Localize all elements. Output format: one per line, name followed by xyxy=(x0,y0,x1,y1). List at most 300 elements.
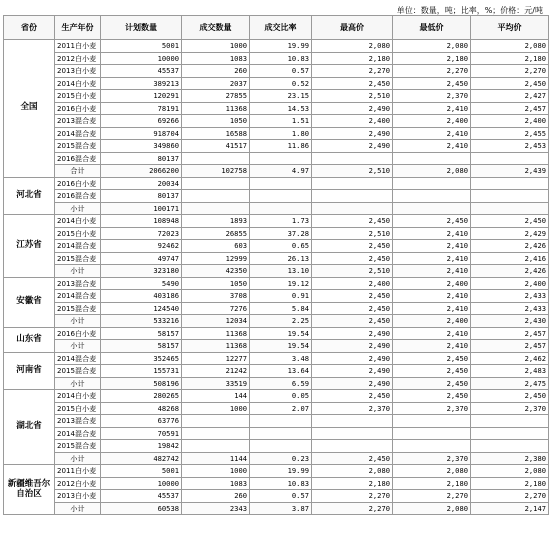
deal-cell: 33519 xyxy=(182,377,250,390)
high-cell: 2,080 xyxy=(312,40,393,53)
plan-cell: 389213 xyxy=(101,77,182,90)
ratio-cell: 3.87 xyxy=(250,502,312,515)
table-row xyxy=(4,252,549,265)
subtotal-label-cell: 小计 xyxy=(55,452,101,465)
table-row xyxy=(4,140,549,153)
deal-cell: 12277 xyxy=(182,352,250,365)
ratio-cell: 3.48 xyxy=(250,352,312,365)
avg-cell xyxy=(471,202,549,215)
ratio-cell: 1.51 xyxy=(250,115,312,128)
ratio-cell: 0.57 xyxy=(250,65,312,78)
ratio-cell: 10.83 xyxy=(250,52,312,65)
table-row xyxy=(4,352,549,365)
ratio-cell xyxy=(250,427,312,440)
plan-cell: 5490 xyxy=(101,277,182,290)
plan-cell: 10000 xyxy=(101,52,182,65)
deal-cell: 16588 xyxy=(182,127,250,140)
province-cell: 河北省 xyxy=(4,177,55,215)
high-cell: 2,490 xyxy=(312,352,393,365)
plan-cell: 403186 xyxy=(101,290,182,303)
subtotal-row xyxy=(4,265,549,278)
table-row xyxy=(4,40,549,53)
avg-cell: 2,370 xyxy=(471,402,549,415)
table-row xyxy=(4,277,549,290)
header-cell-year: 生产年份 xyxy=(55,16,101,40)
high-cell: 2,510 xyxy=(312,265,393,278)
deal-cell: 260 xyxy=(182,65,250,78)
year-cell: 2014混合麦 xyxy=(55,240,101,253)
avg-cell: 2,180 xyxy=(471,52,549,65)
avg-cell: 2,453 xyxy=(471,140,549,153)
low-cell: 2,410 xyxy=(393,252,471,265)
ratio-cell: 0.65 xyxy=(250,240,312,253)
avg-cell: 2,430 xyxy=(471,315,549,328)
plan-cell: 63776 xyxy=(101,415,182,428)
deal-cell: 11368 xyxy=(182,327,250,340)
subtotal-row xyxy=(4,502,549,515)
ratio-cell xyxy=(250,202,312,215)
low-cell: 2,410 xyxy=(393,227,471,240)
wheat-auction-table xyxy=(3,15,549,515)
subtotal-row xyxy=(4,377,549,390)
table-row xyxy=(4,440,549,453)
subtotal-row xyxy=(4,165,549,178)
low-cell: 2,080 xyxy=(393,165,471,178)
plan-cell: 72023 xyxy=(101,227,182,240)
low-cell: 2,370 xyxy=(393,452,471,465)
subtotal-label-cell: 小计 xyxy=(55,502,101,515)
avg-cell: 2,380 xyxy=(471,452,549,465)
header-cell-low: 最低价 xyxy=(393,16,471,40)
province-cell: 新疆维吾尔自治区 xyxy=(4,465,55,515)
low-cell xyxy=(393,427,471,440)
avg-cell xyxy=(471,440,549,453)
header-row xyxy=(4,16,549,40)
ratio-cell: 0.05 xyxy=(250,390,312,403)
high-cell: 2,450 xyxy=(312,252,393,265)
table-row xyxy=(4,490,549,503)
deal-cell xyxy=(182,440,250,453)
low-cell: 2,080 xyxy=(393,465,471,478)
subtotal-label-cell: 合计 xyxy=(55,165,101,178)
high-cell: 2,450 xyxy=(312,290,393,303)
ratio-cell xyxy=(250,152,312,165)
low-cell: 2,400 xyxy=(393,315,471,328)
high-cell: 2,370 xyxy=(312,402,393,415)
deal-cell: 41517 xyxy=(182,140,250,153)
subtotal-row xyxy=(4,315,549,328)
low-cell: 2,410 xyxy=(393,102,471,115)
deal-cell: 1000 xyxy=(182,402,250,415)
plan-cell: 19842 xyxy=(101,440,182,453)
high-cell xyxy=(312,202,393,215)
table-body xyxy=(4,40,549,515)
low-cell: 2,410 xyxy=(393,140,471,153)
year-cell: 2014白小麦 xyxy=(55,390,101,403)
avg-cell: 2,455 xyxy=(471,127,549,140)
high-cell xyxy=(312,415,393,428)
high-cell xyxy=(312,427,393,440)
deal-cell: 12034 xyxy=(182,315,250,328)
ratio-cell: 19.54 xyxy=(250,327,312,340)
header-cell-province: 省份 xyxy=(4,16,55,40)
table-row xyxy=(4,290,549,303)
high-cell: 2,450 xyxy=(312,390,393,403)
avg-cell: 2,427 xyxy=(471,90,549,103)
high-cell xyxy=(312,177,393,190)
table-row xyxy=(4,215,549,228)
plan-cell: 100171 xyxy=(101,202,182,215)
low-cell: 2,080 xyxy=(393,502,471,515)
deal-cell: 27855 xyxy=(182,90,250,103)
header-cell-ratio: 成交比率 xyxy=(250,16,312,40)
low-cell: 2,080 xyxy=(393,40,471,53)
low-cell xyxy=(393,190,471,203)
plan-cell: 352465 xyxy=(101,352,182,365)
year-cell: 2014白小麦 xyxy=(55,77,101,90)
year-cell: 2013混合麦 xyxy=(55,115,101,128)
header-cell-avg: 平均价 xyxy=(471,16,549,40)
plan-cell: 80137 xyxy=(101,190,182,203)
avg-cell: 2,416 xyxy=(471,252,549,265)
low-cell xyxy=(393,152,471,165)
avg-cell: 2,180 xyxy=(471,477,549,490)
subtotal-label-cell: 小计 xyxy=(55,265,101,278)
table-row xyxy=(4,177,549,190)
year-cell: 2015混合麦 xyxy=(55,365,101,378)
ratio-cell: 2.07 xyxy=(250,402,312,415)
deal-cell: 42350 xyxy=(182,265,250,278)
year-cell: 2014混合麦 xyxy=(55,427,101,440)
province-cell: 江苏省 xyxy=(4,215,55,278)
low-cell: 2,410 xyxy=(393,302,471,315)
high-cell: 2,490 xyxy=(312,327,393,340)
avg-cell: 2,457 xyxy=(471,327,549,340)
table-row xyxy=(4,427,549,440)
avg-cell xyxy=(471,190,549,203)
plan-cell: 349860 xyxy=(101,140,182,153)
subtotal-row xyxy=(4,340,549,353)
year-cell: 2016白小麦 xyxy=(55,327,101,340)
table-row xyxy=(4,190,549,203)
ratio-cell: 14.53 xyxy=(250,102,312,115)
table-row xyxy=(4,465,549,478)
province-cell: 山东省 xyxy=(4,327,55,352)
avg-cell: 2,462 xyxy=(471,352,549,365)
low-cell: 2,180 xyxy=(393,52,471,65)
table-row xyxy=(4,415,549,428)
table-row xyxy=(4,477,549,490)
deal-cell: 144 xyxy=(182,390,250,403)
ratio-cell: 23.15 xyxy=(250,90,312,103)
ratio-cell xyxy=(250,440,312,453)
avg-cell: 2,426 xyxy=(471,240,549,253)
plan-cell: 48268 xyxy=(101,402,182,415)
deal-cell xyxy=(182,202,250,215)
high-cell: 2,490 xyxy=(312,102,393,115)
low-cell: 2,180 xyxy=(393,477,471,490)
ratio-cell: 19.99 xyxy=(250,40,312,53)
ratio-cell: 0.57 xyxy=(250,490,312,503)
deal-cell: 2343 xyxy=(182,502,250,515)
ratio-cell: 1.80 xyxy=(250,127,312,140)
year-cell: 2014混合麦 xyxy=(55,127,101,140)
deal-cell: 1083 xyxy=(182,52,250,65)
deal-cell: 11368 xyxy=(182,102,250,115)
ratio-cell xyxy=(250,415,312,428)
year-cell: 2014混合麦 xyxy=(55,352,101,365)
avg-cell: 2,426 xyxy=(471,265,549,278)
deal-cell xyxy=(182,177,250,190)
province-cell: 安徽省 xyxy=(4,277,55,327)
deal-cell: 1144 xyxy=(182,452,250,465)
year-cell: 2012白小麦 xyxy=(55,477,101,490)
low-cell xyxy=(393,202,471,215)
avg-cell: 2,483 xyxy=(471,365,549,378)
ratio-cell: 19.99 xyxy=(250,465,312,478)
low-cell: 2,450 xyxy=(393,377,471,390)
ratio-cell: 0.52 xyxy=(250,77,312,90)
avg-cell: 2,457 xyxy=(471,340,549,353)
plan-cell: 10000 xyxy=(101,477,182,490)
ratio-cell: 10.83 xyxy=(250,477,312,490)
high-cell: 2,490 xyxy=(312,377,393,390)
subtotal-row xyxy=(4,452,549,465)
units-note: 单位：数量，吨；比率，%；价格：元/吨 xyxy=(396,6,543,15)
avg-cell: 2,457 xyxy=(471,102,549,115)
low-cell xyxy=(393,440,471,453)
header-cell-plan: 计划数量 xyxy=(101,16,182,40)
header-cell-deal: 成交数量 xyxy=(182,16,250,40)
table-row xyxy=(4,227,549,240)
ratio-cell: 0.91 xyxy=(250,290,312,303)
year-cell: 2011白小麦 xyxy=(55,465,101,478)
table-row xyxy=(4,365,549,378)
high-cell: 2,490 xyxy=(312,127,393,140)
low-cell: 2,400 xyxy=(393,115,471,128)
province-cell: 河南省 xyxy=(4,352,55,390)
deal-cell: 21242 xyxy=(182,365,250,378)
plan-cell: 49747 xyxy=(101,252,182,265)
deal-cell: 1083 xyxy=(182,477,250,490)
table-row xyxy=(4,302,549,315)
plan-cell: 58157 xyxy=(101,340,182,353)
avg-cell xyxy=(471,177,549,190)
year-cell: 2015混合麦 xyxy=(55,302,101,315)
year-cell: 2016混合麦 xyxy=(55,190,101,203)
plan-cell: 45537 xyxy=(101,490,182,503)
deal-cell xyxy=(182,152,250,165)
year-cell: 2013混合麦 xyxy=(55,277,101,290)
province-cell: 湖北省 xyxy=(4,390,55,465)
plan-cell: 2066200 xyxy=(101,165,182,178)
table-row xyxy=(4,327,549,340)
high-cell: 2,270 xyxy=(312,502,393,515)
deal-cell xyxy=(182,415,250,428)
low-cell: 2,270 xyxy=(393,65,471,78)
plan-cell: 78191 xyxy=(101,102,182,115)
subtotal-label-cell: 小计 xyxy=(55,315,101,328)
plan-cell: 20034 xyxy=(101,177,182,190)
deal-cell: 26855 xyxy=(182,227,250,240)
high-cell: 2,450 xyxy=(312,315,393,328)
table-row xyxy=(4,127,549,140)
high-cell: 2,490 xyxy=(312,365,393,378)
avg-cell: 2,270 xyxy=(471,490,549,503)
ratio-cell: 19.12 xyxy=(250,277,312,290)
avg-cell: 2,429 xyxy=(471,227,549,240)
avg-cell: 2,400 xyxy=(471,115,549,128)
year-cell: 2016白小麦 xyxy=(55,177,101,190)
plan-cell: 918704 xyxy=(101,127,182,140)
year-cell: 2015白小麦 xyxy=(55,402,101,415)
province-cell: 全国 xyxy=(4,40,55,178)
table-row xyxy=(4,77,549,90)
ratio-cell xyxy=(250,190,312,203)
high-cell: 2,450 xyxy=(312,240,393,253)
ratio-cell: 2.25 xyxy=(250,315,312,328)
avg-cell xyxy=(471,415,549,428)
table-row xyxy=(4,152,549,165)
high-cell xyxy=(312,440,393,453)
low-cell: 2,370 xyxy=(393,90,471,103)
year-cell: 2013混合麦 xyxy=(55,415,101,428)
year-cell: 2015白小麦 xyxy=(55,90,101,103)
year-cell: 2011白小麦 xyxy=(55,40,101,53)
high-cell: 2,510 xyxy=(312,227,393,240)
low-cell: 2,410 xyxy=(393,265,471,278)
high-cell: 2,490 xyxy=(312,340,393,353)
low-cell: 2,450 xyxy=(393,352,471,365)
high-cell: 2,490 xyxy=(312,140,393,153)
high-cell: 2,270 xyxy=(312,490,393,503)
deal-cell: 1893 xyxy=(182,215,250,228)
table-row xyxy=(4,240,549,253)
low-cell: 2,410 xyxy=(393,127,471,140)
plan-cell: 533216 xyxy=(101,315,182,328)
year-cell: 2012白小麦 xyxy=(55,52,101,65)
low-cell: 2,410 xyxy=(393,290,471,303)
high-cell xyxy=(312,152,393,165)
deal-cell: 603 xyxy=(182,240,250,253)
high-cell: 2,510 xyxy=(312,90,393,103)
plan-cell: 58157 xyxy=(101,327,182,340)
plan-cell: 120291 xyxy=(101,90,182,103)
plan-cell: 80137 xyxy=(101,152,182,165)
table-row xyxy=(4,52,549,65)
year-cell: 2016混合麦 xyxy=(55,152,101,165)
avg-cell: 2,450 xyxy=(471,390,549,403)
avg-cell: 2,147 xyxy=(471,502,549,515)
table-row xyxy=(4,102,549,115)
plan-cell: 92462 xyxy=(101,240,182,253)
subtotal-label-cell: 小计 xyxy=(55,340,101,353)
deal-cell: 260 xyxy=(182,490,250,503)
high-cell: 2,450 xyxy=(312,215,393,228)
year-cell: 2013白小麦 xyxy=(55,65,101,78)
subtotal-row xyxy=(4,202,549,215)
high-cell: 2,510 xyxy=(312,165,393,178)
ratio-cell: 5.84 xyxy=(250,302,312,315)
deal-cell xyxy=(182,427,250,440)
ratio-cell: 11.86 xyxy=(250,140,312,153)
high-cell: 2,450 xyxy=(312,77,393,90)
avg-cell: 2,270 xyxy=(471,65,549,78)
deal-cell: 7276 xyxy=(182,302,250,315)
ratio-cell: 26.13 xyxy=(250,252,312,265)
deal-cell: 1050 xyxy=(182,277,250,290)
plan-cell: 45537 xyxy=(101,65,182,78)
plan-cell: 508196 xyxy=(101,377,182,390)
plan-cell: 5001 xyxy=(101,40,182,53)
avg-cell xyxy=(471,152,549,165)
deal-cell xyxy=(182,190,250,203)
plan-cell: 69266 xyxy=(101,115,182,128)
year-cell: 2014混合麦 xyxy=(55,290,101,303)
low-cell: 2,450 xyxy=(393,390,471,403)
low-cell: 2,450 xyxy=(393,77,471,90)
deal-cell: 1000 xyxy=(182,40,250,53)
deal-cell: 3708 xyxy=(182,290,250,303)
plan-cell: 155731 xyxy=(101,365,182,378)
high-cell: 2,270 xyxy=(312,65,393,78)
plan-cell: 482742 xyxy=(101,452,182,465)
ratio-cell xyxy=(250,177,312,190)
year-cell: 2015混合麦 xyxy=(55,140,101,153)
avg-cell: 2,433 xyxy=(471,290,549,303)
plan-cell: 60538 xyxy=(101,502,182,515)
subtotal-label-cell: 小计 xyxy=(55,377,101,390)
high-cell: 2,400 xyxy=(312,115,393,128)
low-cell: 2,370 xyxy=(393,402,471,415)
deal-cell: 1050 xyxy=(182,115,250,128)
avg-cell: 2,080 xyxy=(471,40,549,53)
header-cell-high: 最高价 xyxy=(312,16,393,40)
year-cell: 2014白小麦 xyxy=(55,215,101,228)
avg-cell xyxy=(471,427,549,440)
plan-cell: 5001 xyxy=(101,465,182,478)
year-cell: 2015白小麦 xyxy=(55,227,101,240)
deal-cell: 102758 xyxy=(182,165,250,178)
year-cell: 2016白小麦 xyxy=(55,102,101,115)
avg-cell: 2,400 xyxy=(471,277,549,290)
deal-cell: 2037 xyxy=(182,77,250,90)
high-cell: 2,180 xyxy=(312,477,393,490)
avg-cell: 2,450 xyxy=(471,77,549,90)
high-cell: 2,450 xyxy=(312,452,393,465)
high-cell: 2,400 xyxy=(312,277,393,290)
ratio-cell: 19.54 xyxy=(250,340,312,353)
low-cell xyxy=(393,177,471,190)
year-cell: 2015混合麦 xyxy=(55,252,101,265)
table-row xyxy=(4,90,549,103)
ratio-cell: 1.73 xyxy=(250,215,312,228)
low-cell: 2,400 xyxy=(393,277,471,290)
low-cell: 2,410 xyxy=(393,240,471,253)
ratio-cell: 13.10 xyxy=(250,265,312,278)
low-cell: 2,410 xyxy=(393,327,471,340)
deal-cell: 11368 xyxy=(182,340,250,353)
low-cell: 2,450 xyxy=(393,365,471,378)
ratio-cell: 13.64 xyxy=(250,365,312,378)
avg-cell: 2,475 xyxy=(471,377,549,390)
table-row xyxy=(4,115,549,128)
ratio-cell: 6.59 xyxy=(250,377,312,390)
high-cell: 2,080 xyxy=(312,465,393,478)
subtotal-label-cell: 小计 xyxy=(55,202,101,215)
avg-cell: 2,433 xyxy=(471,302,549,315)
high-cell: 2,180 xyxy=(312,52,393,65)
